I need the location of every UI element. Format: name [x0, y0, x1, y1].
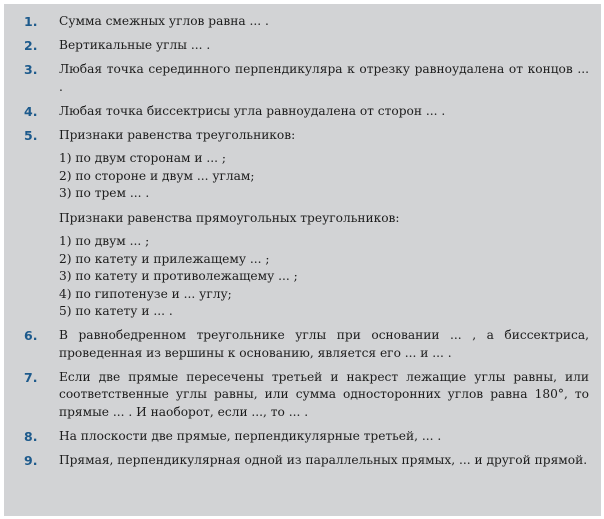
list-item: 2) по катету и прилежащему ... ;: [59, 251, 270, 266]
question-text: Сумма смежных углов равна ... .: [59, 14, 269, 28]
question-number: 5.: [24, 127, 38, 143]
question-text: На плоскости две прямые, перпендикулярные третьей, ... .: [59, 428, 442, 443]
list-item: 4) по гипотенузе и ... углу;: [59, 286, 232, 301]
question-number: 8.: [24, 428, 38, 444]
question-text: Любая точка серединного перпендикуляра к отрезку равноудалена от концов ... .: [59, 62, 589, 94]
question-number: 1.: [24, 14, 38, 29]
question-number: 7.: [24, 369, 38, 385]
question-number: 4.: [24, 103, 38, 119]
question-number: 3.: [24, 62, 38, 77]
question-1: [24, 13, 589, 31]
list-item: 2) по стороне и двум ... углам;: [59, 168, 255, 183]
list-item: 1) по двум сторонам и ... ;: [59, 151, 226, 165]
list-item: 1) по двум ... ;: [59, 234, 150, 248]
question-3: [24, 61, 589, 96]
list-item: 3) по трем ... .: [59, 186, 150, 200]
question-text: Любая точка биссектрисы угла равноудалена от сторон ... .: [59, 103, 446, 118]
question-number: 2.: [24, 38, 38, 53]
question-5: [24, 127, 589, 321]
question-number: 9.: [24, 452, 38, 468]
question-4: [24, 103, 589, 121]
question-7: [24, 369, 589, 422]
list-item: 5) по катету и ... .: [59, 304, 173, 318]
question-number: 6.: [24, 328, 38, 343]
question-8: [24, 428, 589, 446]
right-triangle-criteria-list: [59, 233, 589, 321]
questions-panel: [4, 4, 601, 516]
question-text: В равнобедренном треугольнике углы при основании ... , а биссектриса, проведенная из вершины к основанию, является его ... и ... .: [59, 328, 589, 360]
question-2: [24, 37, 589, 55]
question-text: Прямая, перпендикулярная одной из параллельных прямых, ... и другой прямой.: [59, 452, 588, 467]
question-9: [24, 452, 589, 470]
question-text: Если две прямые пересечены третьей и накрест лежащие углы равны, или соответственные углы равны, или сумма односторонних углов равна 180°, то прямые ... . И наоборот, если ..., то ... .: [59, 369, 589, 419]
list-item: 3) по катету и противолежащему ... ;: [59, 269, 298, 283]
triangle-criteria-list: [59, 150, 589, 203]
right-triangle-heading: Признаки равенства прямоугольных треугольников:: [59, 210, 400, 225]
question-text: Вертикальные углы ... .: [59, 38, 211, 52]
question-6: [24, 327, 589, 362]
question-text: Признаки равенства треугольников:: [59, 127, 296, 142]
